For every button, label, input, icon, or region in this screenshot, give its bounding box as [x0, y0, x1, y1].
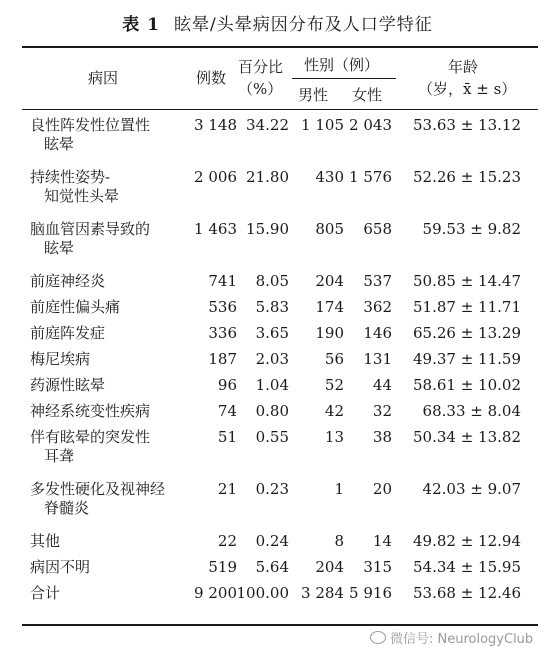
age-cell: 51.87 ± 11.71 [413, 298, 521, 316]
cause-cell [30, 324, 105, 343]
header-percent-unit: （%） [238, 80, 283, 98]
female-cell: 2 043 [349, 116, 392, 134]
cause-label: 药源性眩晕 [30, 376, 106, 394]
percent-cell: 100.00 [236, 584, 289, 602]
cause-label-continued: 眩晕 [44, 135, 75, 153]
header-rule [22, 109, 538, 110]
age-cell: 49.82 ± 12.94 [413, 532, 521, 550]
cause-label-continued: 眩晕 [44, 239, 75, 257]
percent-cell: 3.65 [255, 324, 289, 342]
watermark [370, 628, 533, 647]
female-cell: 537 [363, 272, 392, 290]
cause-label: 梅尼埃病 [30, 350, 91, 368]
percent-cell: 0.23 [255, 480, 289, 498]
female-cell: 20 [372, 480, 392, 498]
male-cell: 42 [324, 402, 344, 420]
cause-label-continued: 知觉性头晕 [44, 187, 120, 205]
percent-cell: 1.04 [255, 376, 289, 394]
female-cell: 146 [363, 324, 392, 342]
watermark-text: 微信号: NeurologyClub [390, 632, 534, 647]
cause-label-continued: 耳聋 [44, 447, 75, 465]
cause-cell [30, 584, 60, 603]
cause-cell [30, 532, 60, 551]
count-cell: 741 [208, 272, 237, 290]
cause-label: 脑血管因素导致的 [30, 220, 151, 238]
percent-cell: 5.64 [255, 558, 289, 576]
sex-subheader-rule [292, 78, 396, 79]
table-title-text: 眩晕/头晕病因分布及人口学特征 [174, 15, 433, 35]
cause-cell [30, 376, 105, 395]
percent-cell: 0.80 [255, 402, 289, 420]
age-cell: 52.26 ± 15.23 [413, 168, 521, 186]
male-cell: 3 284 [301, 584, 344, 602]
count-cell: 187 [208, 350, 237, 368]
count-cell: 51 [217, 428, 237, 446]
age-cell: 50.85 ± 14.47 [413, 272, 521, 290]
count-cell: 519 [208, 558, 237, 576]
age-cell: 58.61 ± 10.02 [413, 376, 521, 394]
cause-cell [30, 116, 150, 154]
cause-cell [30, 402, 150, 421]
percent-cell: 2.03 [255, 350, 289, 368]
count-cell: 536 [208, 298, 237, 316]
count-cell: 21 [217, 480, 237, 498]
female-cell: 14 [372, 532, 392, 550]
count-cell: 2 006 [194, 168, 237, 186]
cause-cell [30, 220, 150, 258]
cause-label: 伴有眩晕的突发性 [30, 428, 151, 446]
count-cell: 96 [217, 376, 237, 394]
count-cell: 74 [217, 402, 237, 420]
male-cell: 1 105 [301, 116, 344, 134]
table-number: 表 1 [122, 15, 160, 35]
cause-label: 合计 [30, 584, 61, 602]
male-cell: 430 [315, 168, 344, 186]
cause-label: 良性阵发性位置性 [30, 116, 151, 134]
cause-label: 病因不明 [30, 558, 91, 576]
wechat-icon [370, 631, 386, 644]
header-age-unit: （岁，x̄ ± s） [418, 80, 517, 98]
cause-cell [30, 428, 150, 466]
cause-label: 多发性硬化及视神经 [30, 480, 166, 498]
count-cell: 1 463 [194, 220, 237, 238]
age-cell: 65.26 ± 13.29 [413, 324, 521, 342]
table-title [0, 10, 555, 35]
bottom-rule [22, 624, 538, 626]
age-cell: 53.68 ± 12.46 [413, 584, 521, 602]
header-female: 女性 [352, 86, 383, 104]
cause-cell [30, 480, 165, 518]
female-cell: 315 [363, 558, 392, 576]
female-cell: 5 916 [349, 584, 392, 602]
count-cell: 9 200 [194, 584, 237, 602]
cause-cell [30, 350, 90, 369]
count-cell: 22 [217, 532, 237, 550]
age-cell: 49.37 ± 11.59 [413, 350, 521, 368]
female-cell: 44 [372, 376, 392, 394]
female-cell: 131 [363, 350, 392, 368]
header-male: 男性 [298, 86, 329, 104]
male-cell: 13 [324, 428, 344, 446]
age-cell: 68.33 ± 8.04 [422, 402, 521, 420]
header-cause: 病因 [88, 69, 119, 87]
percent-cell: 8.05 [255, 272, 289, 290]
top-rule [22, 46, 538, 48]
female-cell: 32 [372, 402, 392, 420]
male-cell: 8 [334, 532, 344, 550]
cause-cell [30, 558, 90, 577]
age-cell: 42.03 ± 9.07 [422, 480, 521, 498]
cause-label: 持续性姿势- [30, 168, 111, 186]
age-cell: 50.34 ± 13.82 [413, 428, 521, 446]
percent-cell: 34.22 [246, 116, 289, 134]
male-cell: 1 [334, 480, 344, 498]
percent-cell: 21.80 [246, 168, 289, 186]
percent-cell: 15.90 [246, 220, 289, 238]
header-percent: 百分比 [238, 58, 284, 76]
percent-cell: 0.55 [255, 428, 289, 446]
percent-cell: 0.24 [255, 532, 289, 550]
header-age: 年龄 [448, 58, 479, 76]
male-cell: 174 [315, 298, 344, 316]
cause-label-continued: 脊髓炎 [44, 499, 90, 517]
cause-label: 前庭神经炎 [30, 272, 106, 290]
male-cell: 52 [324, 376, 344, 394]
cause-label: 前庭阵发症 [30, 324, 106, 342]
percent-cell: 5.83 [255, 298, 289, 316]
cause-label: 其他 [30, 532, 61, 550]
age-cell: 53.63 ± 13.12 [413, 116, 521, 134]
age-cell: 59.53 ± 9.82 [422, 220, 521, 238]
age-cell: 54.34 ± 15.95 [413, 558, 521, 576]
female-cell: 362 [363, 298, 392, 316]
cause-cell [30, 298, 120, 317]
header-count: 例数 [196, 69, 227, 87]
male-cell: 190 [315, 324, 344, 342]
male-cell: 56 [324, 350, 344, 368]
male-cell: 204 [315, 272, 344, 290]
header-sex: 性别（例） [304, 56, 380, 74]
female-cell: 38 [372, 428, 392, 446]
male-cell: 204 [315, 558, 344, 576]
female-cell: 1 576 [349, 168, 392, 186]
cause-cell [30, 168, 119, 206]
male-cell: 805 [315, 220, 344, 238]
count-cell: 3 148 [194, 116, 237, 134]
count-cell: 336 [208, 324, 237, 342]
female-cell: 658 [363, 220, 392, 238]
cause-label: 前庭性偏头痛 [30, 298, 121, 316]
cause-label: 神经系统变性疾病 [30, 402, 151, 420]
cause-cell [30, 272, 105, 291]
